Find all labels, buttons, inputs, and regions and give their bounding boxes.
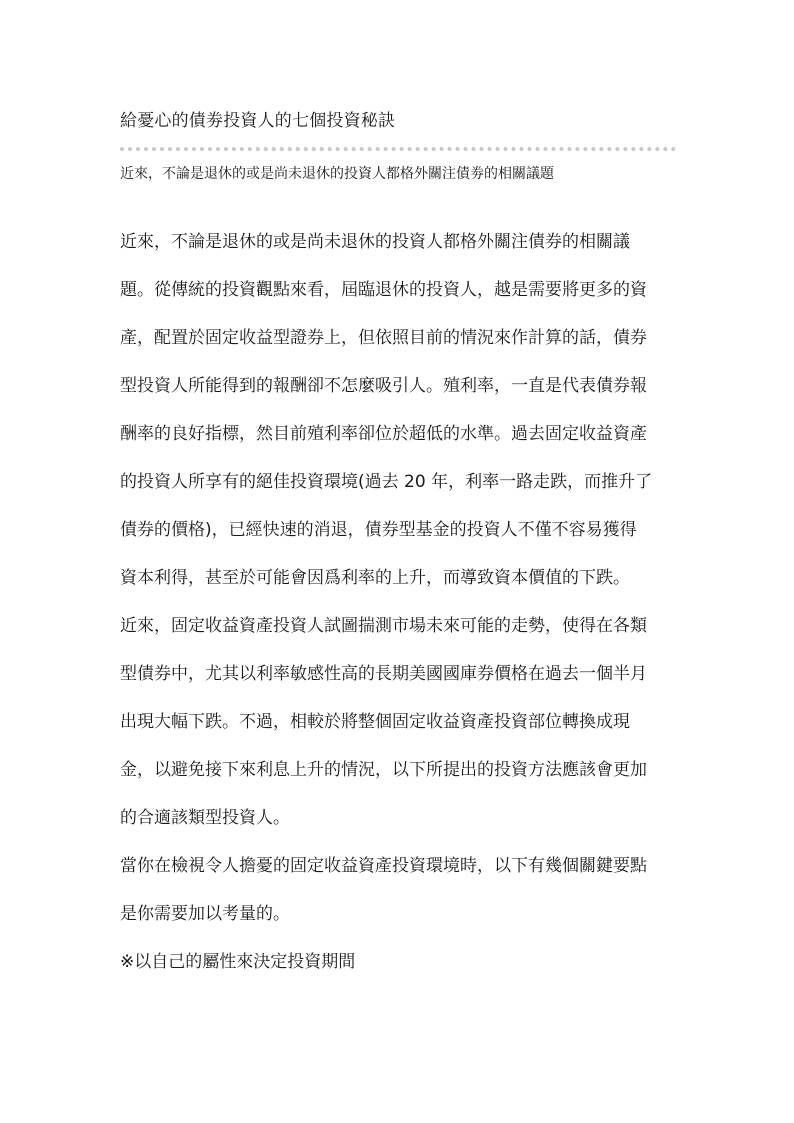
body-line: 當你在檢視令人擔憂的固定收益資產投資環境時，以下有幾個關鍵要點 — [120, 856, 647, 876]
document-subtitle: 近來，不論是退休的或是尚未退休的投資人都格外關注債劵的相關議題 — [120, 166, 554, 182]
body-line: 的合適該類型投資人。 — [120, 808, 290, 828]
dotted-divider — [120, 147, 676, 151]
body-line: 近來，固定收益資產投資人試圖揣測市場未來可能的走勢，使得在各類 — [120, 616, 647, 636]
article-body — [120, 220, 676, 988]
body-line: 近來，不論是退休的或是尚未退休的投資人都格外關注債券的相關議 — [120, 232, 630, 252]
body-line: 出現大幅下跌。不過，相較於將整個固定收益資產投資部位轉換成現 — [120, 712, 630, 732]
body-line: 題。從傳統的投資觀點來看，屆臨退休的投資人，越是需要將更多的資 — [120, 280, 647, 300]
body-line: 型債券中，尤其以利率敏感性高的長期美國國庫券價格在過去一個半月 — [120, 664, 647, 684]
section-heading: ※以自己的屬性來決定投資期間 — [120, 952, 356, 972]
body-line: 金，以避免接下來利息上升的情況，以下所提出的投資方法應該會更加 — [120, 760, 647, 780]
body-line: 型投資人所能得到的報酬卻不怎麼吸引人。殖利率，一直是代表債券報 — [120, 376, 647, 396]
body-line: 資本利得，甚至於可能會因爲利率的上升，而導致資本價值的下跌。 — [120, 568, 630, 588]
document-title: 給憂心的債劵投資人的七個投資秘訣 — [120, 111, 396, 131]
body-line: 是你需要加以考量的。 — [120, 904, 290, 924]
body-line: 產，配置於固定收益型證券上，但依照目前的情況來作計算的話，債券 — [120, 328, 647, 348]
body-line: 酬率的良好指標，然目前殖利率卻位於超低的水準。過去固定收益資產 — [120, 424, 647, 444]
body-line: 的投資人所享有的絕佳投資環境(過去 20 年，利率一路走跌，而推升了 — [120, 472, 653, 492]
body-line: 債券的價格)，已經快速的消退，債券型基金的投資人不僅不容易獲得 — [120, 520, 637, 540]
